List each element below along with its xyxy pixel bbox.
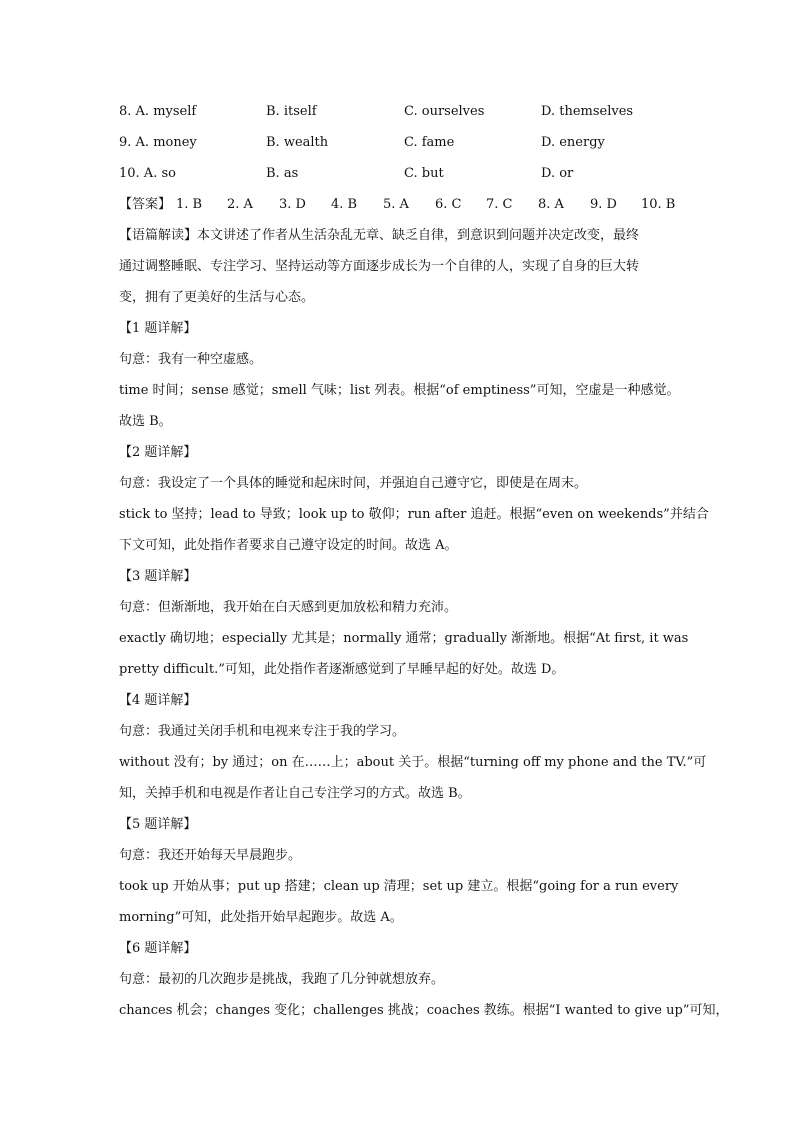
detail-line: 句意：我通过关闭手机和电视来专注于我的学习。 (119, 724, 406, 739)
answer-item: 7. C (486, 197, 513, 212)
detail-heading: 【6 题详解】 (119, 941, 197, 956)
option-c: C. ourselves (404, 104, 485, 119)
option-c: C. fame (404, 135, 455, 150)
detail-line: 下文可知，此处指作者要求自己遵守设定的时间。故选 A。 (119, 538, 458, 553)
detail-line: 句意：我还开始每天早晨跑步。 (119, 848, 302, 863)
detail-heading: 【3 题详解】 (119, 569, 197, 584)
option-c: C. but (404, 166, 444, 181)
detail-line: 句意：但渐渐地，我开始在白天感到更加放松和精力充沛。 (119, 600, 458, 615)
detail-heading: 【5 题详解】 (119, 817, 197, 832)
detail-line: pretty difficult.”可知，此处指作者逐渐感觉到了早睡早起的好处。故选 D。 (119, 662, 565, 677)
detail-line: 句意：我有一种空虚感。 (119, 352, 263, 367)
option-row-9 (119, 127, 679, 158)
answer-item: 5. A (383, 197, 409, 212)
detail-line: 故选 B。 (119, 414, 172, 429)
option-a: 9. A. money (119, 135, 197, 150)
option-d: D. energy (541, 135, 605, 150)
detail-line: took up 开始从事；put up 搭建；clean up 清理；set up 建立。根据“going for a run every (119, 879, 679, 894)
summary-line: 通过调整睡眠、专注学习、坚持运动等方面逐步成长为一个自律的人，实现了自身的巨大转 (119, 259, 640, 274)
answer-item: 3. D (279, 197, 306, 212)
answer-item: 1. B (176, 197, 203, 212)
option-d: D. or (541, 166, 574, 181)
summary-line: 变，拥有了更美好的生活与心态。 (119, 290, 315, 305)
detail-line: 句意：最初的几次跑步是挑战，我跑了几分钟就想放弃。 (119, 972, 445, 987)
option-a: 10. A. so (119, 166, 176, 181)
option-d: D. themselves (541, 104, 634, 119)
detail-line: 知，关掉手机和电视是作者让自己专注学习的方式。故选 B。 (119, 786, 471, 801)
option-b: B. wealth (266, 135, 329, 150)
option-row-10 (119, 158, 679, 189)
option-b: B. as (266, 166, 299, 181)
answer-item: 2. A (227, 197, 253, 212)
detail-line: chances 机会；changes 变化；challenges 挑战；coaches 教练。根据“I wanted to give up”可知， (119, 1003, 729, 1018)
option-row-8 (119, 96, 679, 127)
option-b: B. itself (266, 104, 317, 119)
detail-section-6 (119, 933, 729, 1026)
detail-section-4 (119, 685, 707, 809)
document-page (119, 96, 729, 1026)
option-a: 8. A. myself (119, 104, 197, 119)
answer-key (119, 189, 679, 220)
answer-item: 6. C (435, 197, 462, 212)
summary-line: 【语篇解读】本文讲述了作者从生活杂乱无章、缺乏自律，到意识到问题并决定改变，最终 (119, 228, 640, 243)
detail-line: time 时间；sense 感觉；smell 气味；list 列表。根据“of emptiness”可知，空虚是一种感觉。 (119, 383, 680, 398)
answer-item: 10. B (641, 197, 676, 212)
answer-item: 9. D (590, 197, 617, 212)
detail-line: morning”可知，此处指开始早起跑步。故选 A。 (119, 910, 403, 925)
detail-line: stick to 坚持；lead to 导致；look up to 敬仰；run after 追赶。根据“even on weekends”并结合 (119, 507, 709, 522)
detail-section-3 (119, 561, 689, 685)
detail-section-1 (119, 313, 679, 437)
answer-item: 8. A (538, 197, 564, 212)
detail-heading: 【2 题详解】 (119, 445, 197, 460)
detail-line: 句意：我设定了一个具体的睡觉和起床时间，并强迫自己遵守它，即使是在周末。 (119, 476, 588, 491)
passage-summary (119, 220, 679, 313)
detail-section-2 (119, 437, 709, 561)
detail-heading: 【4 题详解】 (119, 693, 197, 708)
detail-heading: 【1 题详解】 (119, 321, 197, 336)
detail-section-5 (119, 809, 679, 933)
answer-item: 4. B (331, 197, 358, 212)
detail-line: without 没有；by 通过；on 在……上；about 关于。根据“turning off my phone and the TV.”可 (119, 755, 707, 770)
detail-line: exactly 确切地；especially 尤其是；normally 通常；gradually 渐渐地。根据“At first, it was (119, 631, 689, 646)
answer-label: 【答案】 (119, 197, 172, 212)
